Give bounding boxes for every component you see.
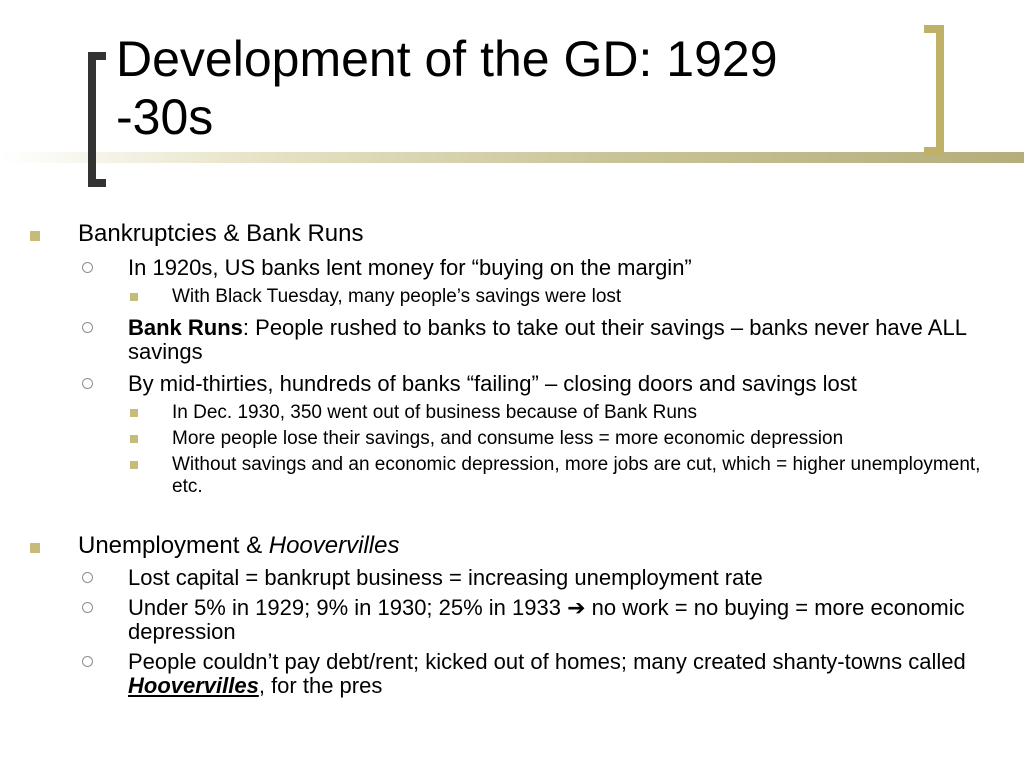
square-bullet-icon xyxy=(30,543,40,553)
slide-title-line-1: Development of the GD: 1929 xyxy=(116,31,778,87)
sub-list-item: Without savings and an economic depression, more jobs are cut, which = higher unemployment, etc. xyxy=(172,454,992,498)
circle-bullet-icon xyxy=(82,262,93,273)
sub-list-item: More people lose their savings, and consume less = more economic depression xyxy=(172,428,992,450)
section-heading-unemployment: Unemployment & Hoovervilles xyxy=(78,532,978,560)
list-item: In 1920s, US banks lent money for “buying on the margin” xyxy=(128,256,994,280)
list-item: People couldn’t pay debt/rent; kicked out of homes; many created shanty-towns called Hoovervilles, for the pres xyxy=(128,650,994,698)
square-bullet-icon xyxy=(30,231,40,241)
circle-bullet-icon xyxy=(82,322,93,333)
list-item: Bank Runs: People rushed to banks to take out their savings – banks never have ALL savings xyxy=(128,316,994,364)
right-arrow-icon: ➔ xyxy=(567,595,586,620)
bank-runs-term: Bank Runs xyxy=(128,315,243,340)
left-bracket-decoration xyxy=(88,52,106,187)
right-bracket-decoration xyxy=(924,25,944,155)
sub-list-item: In Dec. 1930, 350 went out of business because of Bank Runs xyxy=(172,402,992,424)
square-bullet-icon xyxy=(130,461,138,469)
circle-bullet-icon xyxy=(82,572,93,583)
slide-title xyxy=(116,30,896,146)
square-bullet-icon xyxy=(130,293,138,301)
list-item: Lost capital = bankrupt business = increasing unemployment rate xyxy=(128,566,994,590)
circle-bullet-icon xyxy=(82,378,93,389)
slide-title-line-2: -30s xyxy=(116,89,214,145)
list-item: By mid-thirties, hundreds of banks “failing” – closing doors and savings lost xyxy=(128,372,994,396)
circle-bullet-icon xyxy=(82,656,93,667)
square-bullet-icon xyxy=(130,435,138,443)
list-item: Under 5% in 1929; 9% in 1930; 25% in 1933 ➔ no work = no buying = more economic depression xyxy=(128,596,994,644)
section-heading-bankruptcies: Bankruptcies & Bank Runs xyxy=(78,220,978,248)
hoovervilles-heading-term: Hoovervilles xyxy=(268,532,400,559)
circle-bullet-icon xyxy=(82,602,93,613)
hoovervilles-term: Hoovervilles xyxy=(128,673,259,698)
slide-body xyxy=(0,220,1024,698)
title-divider-rule xyxy=(0,152,1024,163)
sub-list-item: With Black Tuesday, many people’s savings were lost xyxy=(172,286,992,308)
square-bullet-icon xyxy=(130,409,138,417)
